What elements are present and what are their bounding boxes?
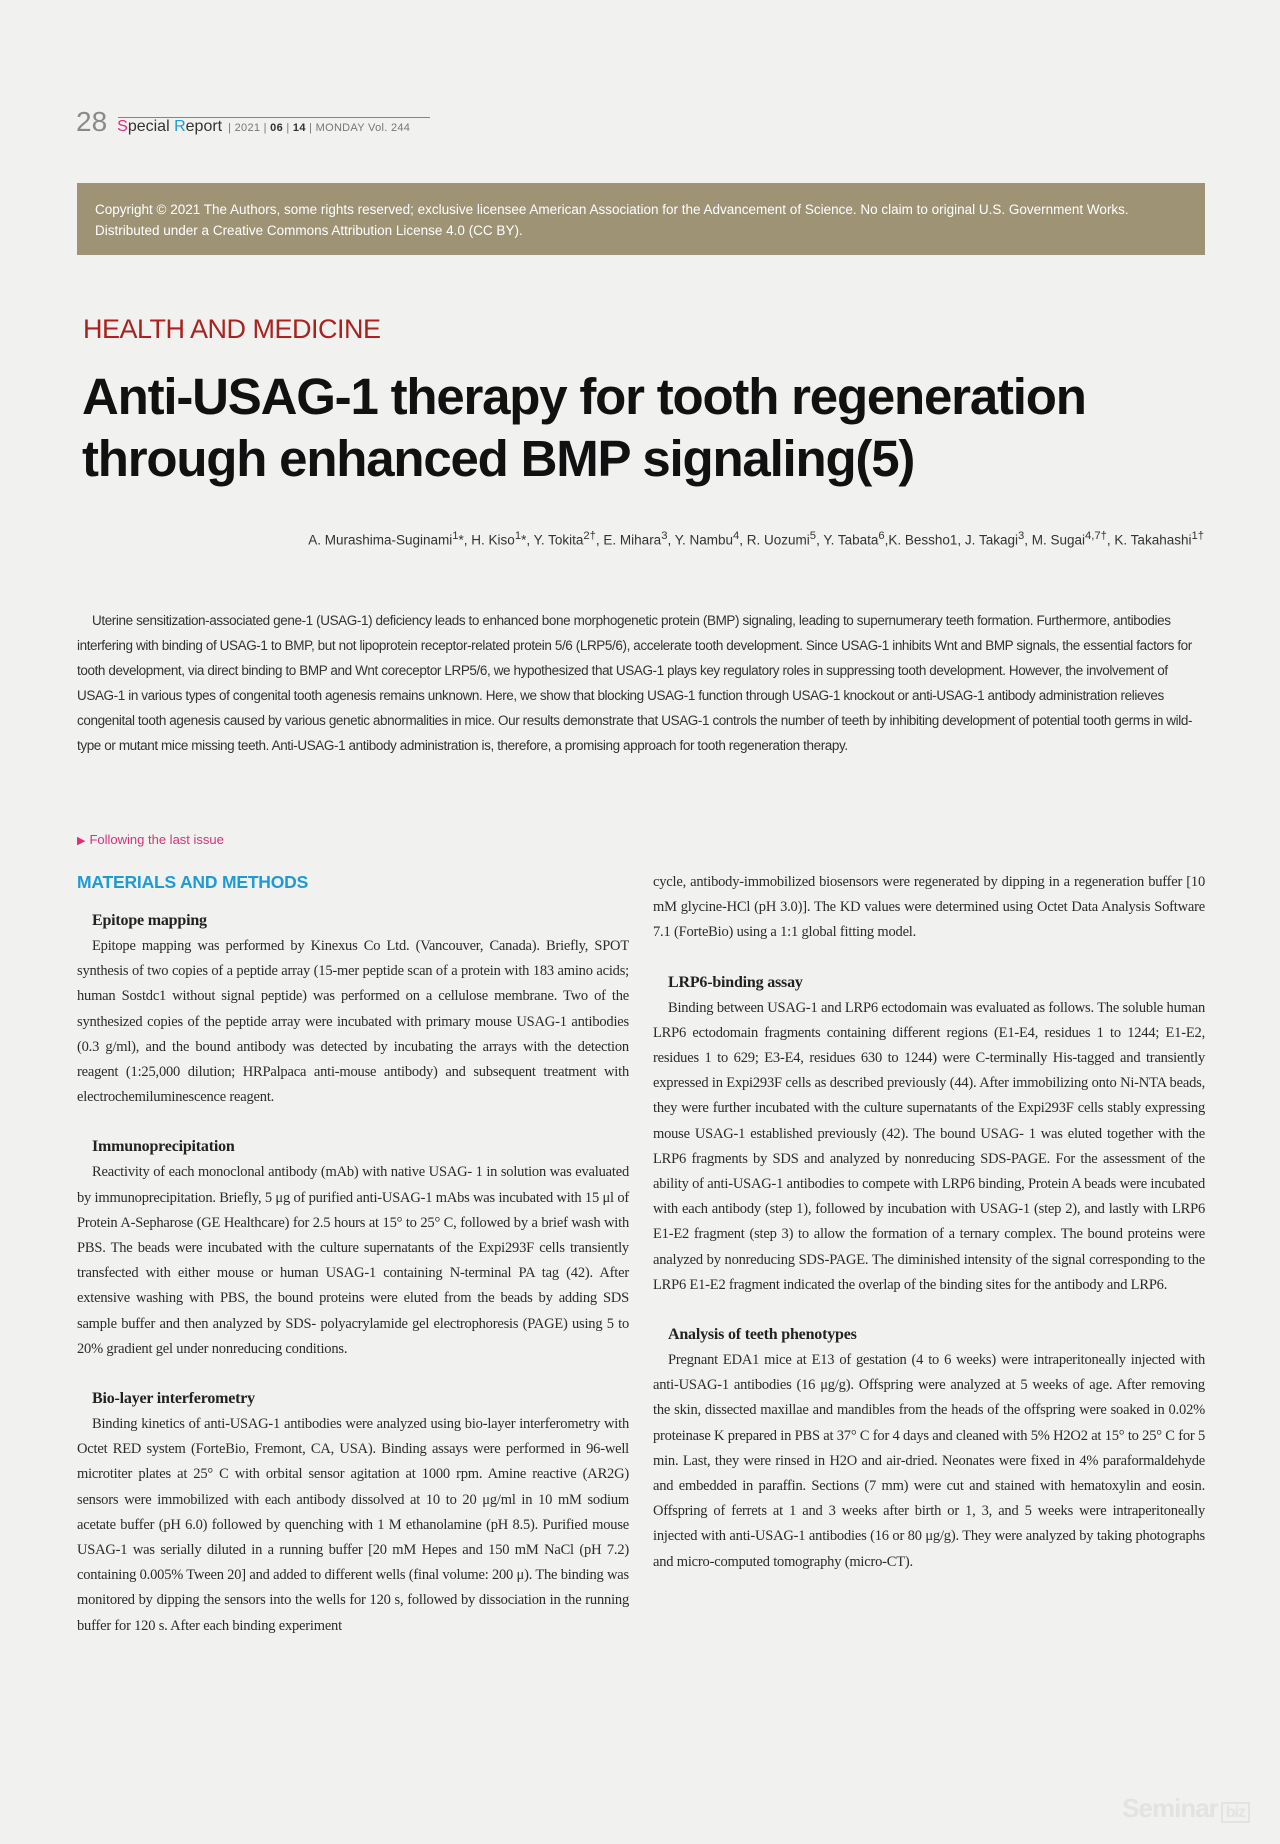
- category-label: HEALTH AND MEDICINE: [83, 314, 381, 344]
- bli-heading: Bio-layer interferometry: [92, 1390, 255, 1408]
- watermark-logo: Seminar biz: [1122, 1793, 1250, 1824]
- immuno-text: Reactivity of each monoclonal antibody (mAb) with native USAG- 1 in solution was evaluated by immunoprecipitation. Briefly, 5 μg of purified anti-USAG-1 mAbs was incubated with 15 μl of Protein A-Sepharose (GE Healthcare) for 2.5 hours at 15° to 25° C, followed by a brief wash with PBS. The beads were incubated with the culture supernatants of the Expi293F cells transiently transfected with either mouse or human USAG-1 containing N-terminal PA tag (42). After extensive washing with PBS, the bound proteins were eluted from the beads by adding SDS sample buffer and then analyzed by SDS- polyacrylamide gel electrophoresis (PAGE) using 5 to 20% gradient gel under nonreducing conditions.: [77, 1164, 629, 1357]
- author-list: A. Murashima-Suginami$^1$*, H. Kiso$^1$*, Y. Tokita$^{2\dagger}$, E. Mihara$^3$, Y. Nambu$^4$, R. Uozumi$^5$, Y. Tabata$^6$,K. Bessho1, J. Takagi$^3$, M. Sugai$^{4,7\dagger}$, K. Takahashi$^{1\dagger}$: [308, 530, 1204, 548]
- methods-heading: MATERIALS AND METHODS: [77, 872, 309, 892]
- teeth-text: Pregnant EDA1 mice at E13 of gestation (4 to 6 weeks) were intraperitoneally injected with anti-USAG-1 antibodies (16 μg/g). Offspring were analyzed at 5 weeks of age. After removing the skin, dissected maxillae and mandibles from the heads of the offspring were soaked in 0.02% proteinase K prepared in PBS at 37° C for 4 days and cleaned with 5% H2O2 at 15° to 25° C for 5 min. Last, they were rinsed in H2O and air-dried. Neonates were fixed in 4% paraformaldehyde and embedded in paraffin. Sections (7 mm) were cut and stained with hematoxylin and eosin. Offspring of ferrets at 1 and 3 weeks after birth or 1, 3, and 5 weeks were intraperitoneally injected with anti-USAG-1 antibodies (16 or 80 μg/g). They were analyzed by taking photographs and micro-computed tomography (micro-CT).: [653, 1352, 1205, 1570]
- epitope-text: Epitope mapping was performed by Kinexus Co Ltd. (Vancouver, Canada). Briefly, SPOT synthesis of two copies of a peptide array (15-mer peptide scan of a protein with 183 amino acids; human Sostdc1 without signal peptide) was performed on a cellulose membrane. Two of the synthesized copies of the peptide array were incubated with primary mouse USAG-1 antibodies (0.3 g/ml), and the bound antibody was detected by incubating the arrays with the detection reagent (1:25,000 dilution; HRPalpaca anti-mouse antibody) and subsequent treatment with electrochemiluminescence reagent.: [77, 938, 629, 1106]
- left-column: [77, 868, 629, 1639]
- bli-text: Binding kinetics of anti-USAG-1 antibodies were analyzed using bio-layer interferometry with Octet RED system (ForteBio, Fremont, CA, USA). Binding assays were performed in 96-well microtiter plates at 25° C with orbital sensor agitation at 1000 rpm. Amine reactive (AR2G) sensors were immobilized with each antibody dissolved at 10 to 20 μg/ml in 10 mM sodium acetate buffer (pH 6.0) followed by quenching with 1 M ethanolamine (pH 8.5). Purified mouse USAG-1 was serially diluted in a running buffer [20 mM Hepes and 150 mM NaCl (pH 7.2) containing 0.005% Tween 20] and added to different wells (final volume: 200 μ). The binding was monitored by dipping the sensors into the wells for 120 s, followed by dissociation in the running buffer for 120 s. After each binding experiment: [77, 1416, 629, 1634]
- lrp6-heading: LRP6-binding assay: [668, 973, 803, 991]
- abstract: Uterine sensitization-associated gene-1 (USAG-1) deficiency leads to enhanced bone morphogenetic protein (BMP) signaling, leading to supernumerary teeth formation. Furthermore, antibodies interfering with binding of USAG-1 to BMP, but not lipoprotein receptor-related protein 5/6 (LRP5/6), accelerate tooth development. Since USAG-1 inhibits Wnt and BMP signals, the essential factors for tooth development, via direct binding to BMP and Wnt coreceptor LRP5/6, we hypothesized that USAG-1 plays key regulatory roles in suppressing tooth development. However, the involvement of USAG-1 in various types of congenital tooth agenesis remains unknown. Here, we show that blocking USAG-1 function through USAG-1 knockout or anti-USAG-1 antibody administration relieves congenital tooth agenesis caused by various genetic abnormalities in mice. Our results demonstrate that USAG-1 controls the number of teeth by inhibiting development of potential tooth germs in wild-type or mutant mice missing teeth. Anti-USAG-1 antibody administration is, therefore, a promising approach for tooth regeneration therapy.: [77, 613, 1193, 753]
- lrp6-text: Binding between USAG-1 and LRP6 ectodomain was evaluated as follows. The soluble human LRP6 ectodomain fragments containing different regions (E1-E4, residues 1 to 1244; E1-E2, residues 1 to 629; E3-E4, residues 630 to 1244) were C-terminally His-tagged and transiently expressed in Expi293F cells as described previously (44). After immobilizing onto Ni-NTA beads, they were further incubated with the culture supernatants of the Expi293F cells stably expressing mouse USAG-1 established previously (42). The bound USAG- 1 was eluted together with the LRP6 fragments by SDS and analyzed by nonreducing SDS-PAGE. For the assessment of the ability of anti-USAG-1 antibodies to compete with LRP6 binding, Protein A beads were incubated with each antibody (step 1), followed by incubation with USAG-1 (step 2), and lastly with LRP6 E1-E2 fragment (step 3) to allow the formation of a ternary complex. The bound proteins were analyzed by nonreducing SDS-PAGE. The diminished intensity of the signal corresponding to the LRP6 E1-E2 fragment indicated the overlap of the binding sites for the antibody and LRP6.: [653, 999, 1205, 1293]
- section-name: Special Report: [117, 118, 223, 135]
- triangle-right-icon: ▶: [77, 835, 86, 847]
- page-header: [76, 108, 410, 136]
- following-link[interactable]: ▶ Following the last issue: [77, 832, 224, 847]
- immuno-heading: Immunoprecipitation: [92, 1138, 235, 1156]
- teeth-heading: Analysis of teeth phenotypes: [668, 1326, 857, 1344]
- epitope-heading: Epitope mapping: [92, 912, 207, 929]
- bli-text-continued: cycle, antibody-immobilized biosensors were regenerated by dipping in a regeneration buffer [10 mM glycine-HCl (pH 3.0)]. The KD values were determined using Octet Data Analysis Software 7.1 (ForteBio) using a 1:1 global fitting model.: [653, 874, 1205, 941]
- page-number: 28: [76, 106, 108, 137]
- right-column: [653, 870, 1205, 1575]
- copyright-banner: Copyright © 2021 The Authors, some rights reserved; exclusive licensee American Association for the Advancement of Science. No claim to original U.S. Government Works. Distributed under a Creative Commons Attribution License 4.0 (CC BY).: [77, 183, 1205, 255]
- issue-info: | 2021 | 06 | 14 | MONDAY Vol. 244: [228, 122, 411, 134]
- article-title: Anti-USAG-1 therapy for tooth regeneration through enhanced BMP signaling(5): [82, 368, 1086, 487]
- header-rule: [118, 117, 430, 118]
